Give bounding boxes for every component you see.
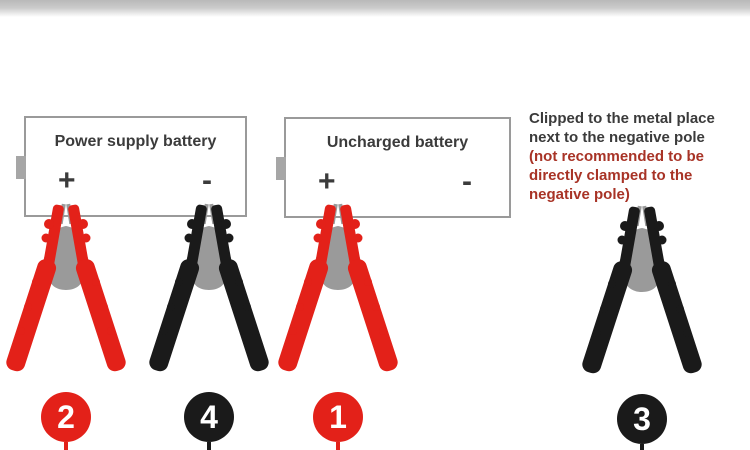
clamp-station-step-1: [282, 204, 394, 450]
step-number: 4: [200, 398, 218, 435]
positive-terminal-sign: +: [318, 165, 336, 198]
badge-stem: [640, 444, 644, 450]
note-warning-line: directly clamped to the: [529, 167, 693, 184]
badge-stem: [336, 442, 340, 450]
clamp-station-step-3: [586, 206, 698, 450]
step-number-badge: [41, 392, 91, 442]
black-jumper-clamp-icon: [153, 204, 265, 380]
step-number-badge: [313, 392, 363, 442]
note-warning-line: negative pole): [529, 186, 630, 203]
clamp-station-step-4: [153, 204, 265, 450]
negative-terminal-sign: -: [202, 164, 212, 197]
top-bar: [0, 0, 750, 17]
note-line: next to the negative pole: [529, 129, 705, 146]
black-jumper-clamp-icon: [586, 206, 698, 382]
clamp-station-step-2: [10, 204, 122, 450]
battery-power-supply: [24, 116, 247, 217]
positive-terminal-sign: +: [58, 164, 76, 197]
red-jumper-clamp-icon: [10, 204, 122, 380]
battery-side-tab: [276, 157, 286, 180]
badge-stem: [207, 442, 211, 450]
negative-terminal-sign: -: [462, 165, 472, 198]
note-line: Clipped to the metal place: [529, 110, 715, 127]
note-text-block: [529, 109, 750, 204]
badge-stem: [64, 442, 68, 450]
step-number: 3: [633, 400, 651, 437]
battery-label: Power supply battery: [54, 133, 217, 150]
step-number: 2: [57, 398, 75, 435]
battery-uncharged: [284, 117, 511, 218]
step-number-badge: [184, 392, 234, 442]
note-warning-line: (not recommended to be: [529, 148, 705, 165]
battery-label: Uncharged battery: [326, 134, 469, 151]
red-jumper-clamp-icon: [282, 204, 394, 380]
step-number: 1: [329, 398, 347, 435]
step-number-badge: [617, 394, 667, 444]
battery-side-tab: [16, 156, 26, 179]
